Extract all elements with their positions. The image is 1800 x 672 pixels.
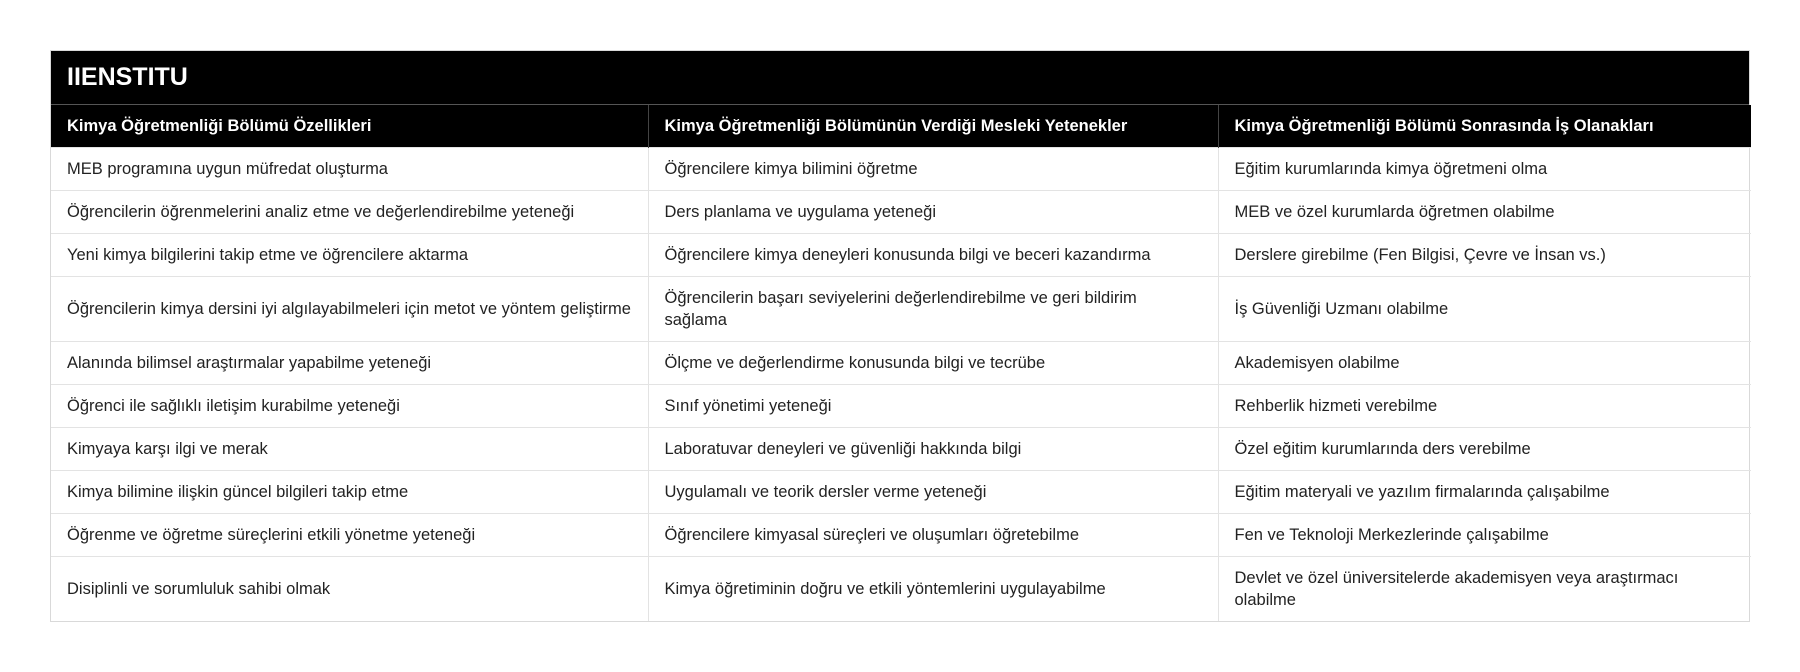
brand-title: IIENSTITU	[51, 51, 1749, 105]
table-cell: Öğrencilerin başarı seviyelerini değerlendirebilme ve geri bildirim sağlama	[648, 277, 1218, 342]
table-cell: Yeni kimya bilgilerini takip etme ve öğrencilere aktarma	[51, 234, 648, 277]
table-row	[51, 471, 1751, 514]
table-card	[50, 50, 1750, 622]
table-cell: Sınıf yönetimi yeteneği	[648, 385, 1218, 428]
table-cell: Uygulamalı ve teorik dersler verme yeteneği	[648, 471, 1218, 514]
table-cell: Disiplinli ve sorumluluk sahibi olmak	[51, 557, 648, 622]
table-cell: Öğrencilerin öğrenmelerini analiz etme ve değerlendirebilme yeteneği	[51, 191, 648, 234]
table-cell: Öğrencilere kimya deneyleri konusunda bilgi ve beceri kazandırma	[648, 234, 1218, 277]
table-row	[51, 428, 1751, 471]
table-cell: Öğrencilerin kimya dersini iyi algılayabilmeleri için metot ve yöntem geliştirme	[51, 277, 648, 342]
column-header: Kimya Öğretmenliği Bölümü Sonrasında İş Olanakları	[1218, 105, 1751, 148]
table-cell: Öğrenci ile sağlıklı iletişim kurabilme yeteneği	[51, 385, 648, 428]
table-cell: Ölçme ve değerlendirme konusunda bilgi ve tecrübe	[648, 342, 1218, 385]
table-row	[51, 557, 1751, 622]
table-cell: Kimya öğretiminin doğru ve etkili yöntemlerini uygulayabilme	[648, 557, 1218, 622]
table-cell: İş Güvenliği Uzmanı olabilme	[1218, 277, 1751, 342]
table-cell: Laboratuvar deneyleri ve güvenliği hakkında bilgi	[648, 428, 1218, 471]
table-row	[51, 191, 1751, 234]
table-cell: Devlet ve özel üniversitelerde akademisyen veya araştırmacı olabilme	[1218, 557, 1751, 622]
table-row	[51, 234, 1751, 277]
table-cell: Ders planlama ve uygulama yeteneği	[648, 191, 1218, 234]
table-cell: Akademisyen olabilme	[1218, 342, 1751, 385]
table-cell: Özel eğitim kurumlarında ders verebilme	[1218, 428, 1751, 471]
table-cell: Derslere girebilme (Fen Bilgisi, Çevre ve İnsan vs.)	[1218, 234, 1751, 277]
column-header: Kimya Öğretmenliği Bölümünün Verdiği Mesleki Yetenekler	[648, 105, 1218, 148]
column-header: Kimya Öğretmenliği Bölümü Özellikleri	[51, 105, 648, 148]
table-row	[51, 342, 1751, 385]
table-row	[51, 514, 1751, 557]
table-row	[51, 277, 1751, 342]
table-cell: Öğrencilere kimya bilimini öğretme	[648, 148, 1218, 191]
table-cell: Kimyaya karşı ilgi ve merak	[51, 428, 648, 471]
header-row	[51, 105, 1751, 148]
table-cell: Alanında bilimsel araştırmalar yapabilme yeteneği	[51, 342, 648, 385]
table-cell: MEB programına uygun müfredat oluşturma	[51, 148, 648, 191]
table-cell: Eğitim kurumlarında kimya öğretmeni olma	[1218, 148, 1751, 191]
table-cell: MEB ve özel kurumlarda öğretmen olabilme	[1218, 191, 1751, 234]
table-cell: Fen ve Teknoloji Merkezlerinde çalışabilme	[1218, 514, 1751, 557]
info-table	[51, 105, 1751, 621]
table-cell: Eğitim materyali ve yazılım firmalarında çalışabilme	[1218, 471, 1751, 514]
table-row	[51, 385, 1751, 428]
table-cell: Öğrencilere kimyasal süreçleri ve oluşumları öğretebilme	[648, 514, 1218, 557]
table-cell: Öğrenme ve öğretme süreçlerini etkili yönetme yeteneği	[51, 514, 648, 557]
table-cell: Rehberlik hizmeti verebilme	[1218, 385, 1751, 428]
table-cell: Kimya bilimine ilişkin güncel bilgileri takip etme	[51, 471, 648, 514]
table-row	[51, 148, 1751, 191]
